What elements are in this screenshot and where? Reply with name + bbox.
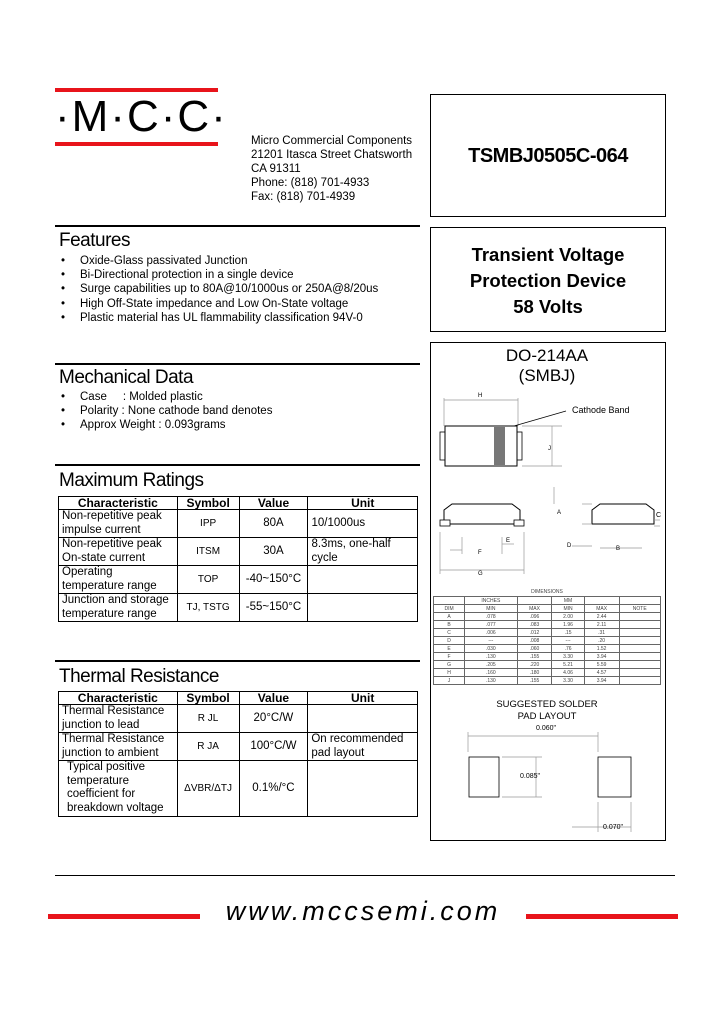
table-row	[434, 653, 661, 661]
mechanical-list	[59, 390, 272, 433]
cell-characteristic: Non-repetitive peak impulse current	[59, 510, 178, 538]
dim-cell: 5.59	[584, 661, 619, 669]
table-row	[59, 733, 418, 761]
dim-cell: .030	[465, 645, 517, 653]
company-city: CA 91311	[251, 163, 301, 175]
dim-head: INCHES	[465, 597, 517, 605]
list-item: • Bi-Directional protection in a single device	[59, 268, 378, 282]
cell-unit	[308, 566, 418, 594]
company-phone: Phone: (818) 701-4933	[251, 177, 370, 189]
cell-value: 20°C/W	[239, 705, 308, 733]
dim-cell: .012	[517, 629, 552, 637]
table-row	[434, 669, 661, 677]
dim-label-b: B	[616, 546, 621, 552]
logo-bottom-bar	[55, 142, 218, 146]
dim-head: DIM	[434, 605, 465, 613]
solder-dim-height: 0.085"	[520, 773, 541, 780]
part-number: TSMBJ0505C-064	[468, 145, 628, 167]
dim-cell: .155	[517, 653, 552, 661]
table-row	[434, 661, 661, 669]
dim-cell: 3.94	[584, 653, 619, 661]
cell-symbol: ITSM	[177, 538, 239, 566]
cell-unit	[308, 594, 418, 622]
footer-website-link[interactable]: www.mccsemi.com	[225, 896, 501, 926]
header-value: Value	[239, 497, 308, 510]
dim-cell: G	[434, 661, 465, 669]
solder-dim-pad: 0.070"	[603, 824, 624, 831]
dim-cell: .006	[465, 629, 517, 637]
table-row	[434, 645, 661, 653]
dim-cell: .15	[552, 629, 584, 637]
description-line-1: Transient Voltage	[471, 244, 625, 265]
list-item: • Approx Weight : 0.093grams	[59, 418, 272, 432]
list-item: • Case : Molded plastic	[59, 390, 272, 404]
cell-symbol: IPP	[177, 510, 239, 538]
package-name-line-2: (SMBJ)	[518, 366, 576, 385]
footer-right-bar	[526, 914, 678, 919]
part-number-box	[430, 94, 666, 217]
header-unit: Unit	[308, 692, 418, 705]
cell-symbol: R JL	[177, 705, 239, 733]
cell-value: 100°C/W	[239, 733, 308, 761]
dim-cell: B	[434, 621, 465, 629]
dim-cell: .008	[517, 637, 552, 645]
dim-label-c: C	[656, 512, 662, 519]
dim-cell	[619, 613, 661, 621]
solder-pad-title-line-1: SUGGESTED SOLDER	[496, 699, 598, 710]
cell-value: -55~150°C	[239, 594, 308, 622]
dim-cell: A	[434, 613, 465, 621]
cell-characteristic: Thermal Resistance junction to lead	[59, 705, 178, 733]
dim-head: NOTE	[619, 605, 661, 613]
cathode-band-label: Cathode Band	[572, 405, 630, 415]
cell-characteristic: Operating temperature range	[59, 566, 178, 594]
max-ratings-table	[58, 496, 418, 622]
solder-pad-title	[430, 699, 664, 723]
dimensions-title: DIMENSIONS	[531, 589, 563, 595]
dim-cell: F	[434, 653, 465, 661]
dim-cell	[619, 669, 661, 677]
table-row	[434, 621, 661, 629]
description-box	[430, 227, 666, 332]
dim-cell: 3.94	[584, 677, 619, 685]
dim-cell	[619, 661, 661, 669]
header-symbol: Symbol	[177, 692, 239, 705]
cell-characteristic: Junction and storage temperature range	[59, 594, 178, 622]
package-name-line-1: DO-214AA	[505, 346, 589, 365]
dim-head: MIN	[552, 605, 584, 613]
dim-head: MIN	[465, 605, 517, 613]
table-row	[434, 629, 661, 637]
max-ratings-title: Maximum Ratings	[59, 470, 204, 491]
cell-unit	[308, 761, 418, 817]
table-row	[59, 705, 418, 733]
dim-cell: 3.30	[552, 677, 584, 685]
dim-cell: .077	[465, 621, 517, 629]
table-header-row	[59, 497, 418, 510]
dim-head: MAX	[584, 605, 619, 613]
dim-head: MM	[552, 597, 584, 605]
max-ratings-divider	[55, 464, 420, 466]
cell-value: -40~150°C	[239, 566, 308, 594]
dim-head	[619, 597, 661, 605]
cell-value: 0.1%/°C	[239, 761, 308, 817]
table-row	[59, 538, 418, 566]
table-row	[434, 637, 661, 645]
cell-unit: 10/1000us	[308, 510, 418, 538]
company-logo: ·M·C·C·	[55, 92, 228, 141]
table-header-row	[434, 597, 661, 605]
features-divider	[55, 225, 420, 227]
dim-label-e: E	[506, 538, 511, 544]
list-item: • Surge capabilities up to 80A@10/1000us or 250A@8/20us	[59, 282, 378, 296]
cell-characteristic: Thermal Resistance junction to ambient	[59, 733, 178, 761]
dim-label-f: F	[478, 550, 482, 556]
dim-cell: .078	[465, 613, 517, 621]
dim-cell: .155	[517, 677, 552, 685]
table-header-row	[59, 692, 418, 705]
list-item: • Plastic material has UL flammability classification 94V-0	[59, 311, 378, 325]
dim-cell: 4.06	[552, 669, 584, 677]
dim-cell: 5.21	[552, 661, 584, 669]
list-item: • High Off-State impedance and Low On-State voltage	[59, 297, 378, 311]
dim-cell: 1.96	[552, 621, 584, 629]
package-side-view	[432, 482, 662, 582]
cell-unit: On recommended pad layout	[308, 733, 418, 761]
dim-cell	[619, 629, 661, 637]
thermal-title: Thermal Resistance	[59, 666, 219, 687]
dim-cell: H	[434, 669, 465, 677]
dim-cell: .083	[517, 621, 552, 629]
cell-symbol: TOP	[177, 566, 239, 594]
company-name: Micro Commercial Components	[251, 135, 413, 147]
dim-cell: J	[434, 677, 465, 685]
dim-cell: .220	[517, 661, 552, 669]
header-symbol: Symbol	[177, 497, 239, 510]
dim-cell: D	[434, 637, 465, 645]
dim-cell: .096	[517, 613, 552, 621]
cell-symbol: R JA	[177, 733, 239, 761]
dim-cell	[619, 677, 661, 685]
table-row	[59, 566, 418, 594]
dim-cell: .76	[552, 645, 584, 653]
dim-cell: .180	[517, 669, 552, 677]
cell-characteristic: Typical positive temperature coefficient for breakdown voltage	[59, 761, 178, 817]
dim-cell: 2.00	[552, 613, 584, 621]
dim-cell: .130	[465, 653, 517, 661]
cell-unit: 8.3ms, one-half cycle	[308, 538, 418, 566]
dim-head	[434, 597, 465, 605]
dim-label-a: A	[557, 510, 562, 516]
cell-value: 30A	[239, 538, 308, 566]
table-row	[59, 761, 418, 817]
table-row	[434, 677, 661, 685]
dim-cell	[619, 637, 661, 645]
company-fax: Fax: (818) 701-4939	[251, 191, 356, 203]
footer-left-bar	[48, 914, 200, 919]
cell-value: 80A	[239, 510, 308, 538]
dim-cell	[619, 653, 661, 661]
dim-cell: .130	[465, 677, 517, 685]
dim-cell: .205	[465, 661, 517, 669]
dim-cell: 1.52	[584, 645, 619, 653]
list-item: • Polarity : None cathode band denotes	[59, 404, 272, 418]
table-header-row	[434, 605, 661, 613]
table-row	[59, 594, 418, 622]
dim-cell	[619, 645, 661, 653]
footer-divider	[55, 875, 675, 876]
cell-symbol: ΔVBR/ΔTJ	[177, 761, 239, 817]
header-value: Value	[239, 692, 308, 705]
dim-cell: .20	[584, 637, 619, 645]
company-address	[251, 134, 412, 204]
header-unit: Unit	[308, 497, 418, 510]
dim-cell: 3.30	[552, 653, 584, 661]
dim-cell: 2.44	[584, 613, 619, 621]
dim-cell: .160	[465, 669, 517, 677]
features-title: Features	[59, 230, 130, 251]
solder-pad-layout	[432, 722, 662, 837]
description-line-3: 58 Volts	[513, 296, 583, 317]
dim-cell: .060	[517, 645, 552, 653]
dim-cell	[619, 621, 661, 629]
table-row	[434, 613, 661, 621]
dim-head	[517, 597, 552, 605]
dim-label-d: D	[567, 543, 572, 549]
solder-pad-title-line-2: PAD LAYOUT	[517, 711, 577, 722]
dim-cell: C	[434, 629, 465, 637]
cell-characteristic: Non-repetitive peak On-state current	[59, 538, 178, 566]
package-name	[430, 346, 664, 386]
dim-head: MAX	[517, 605, 552, 613]
thermal-table	[58, 691, 418, 817]
dim-cell: 2.11	[584, 621, 619, 629]
list-item: • Oxide-Glass passivated Junction	[59, 254, 378, 268]
mechanical-title: Mechanical Data	[59, 367, 194, 388]
company-street: 21201 Itasca Street Chatsworth	[251, 149, 413, 161]
dim-cell: ---	[552, 637, 584, 645]
dim-label-j: J	[548, 446, 551, 452]
dim-cell: .31	[584, 629, 619, 637]
mechanical-divider	[55, 363, 420, 365]
cell-symbol: TJ, TSTG	[177, 594, 239, 622]
dimensions-table	[433, 596, 661, 685]
dim-cell: 4.57	[584, 669, 619, 677]
header-characteristic: Characteristic	[59, 497, 178, 510]
dim-label-g: G	[478, 571, 483, 577]
solder-dim-width: 0.060"	[536, 725, 557, 732]
dim-cell: ---	[465, 637, 517, 645]
cell-unit	[308, 705, 418, 733]
dim-head	[584, 597, 619, 605]
table-row	[59, 510, 418, 538]
dim-label-h: H	[478, 393, 483, 399]
thermal-divider	[55, 660, 420, 662]
description-line-2: Protection Device	[469, 270, 627, 291]
dim-cell: E	[434, 645, 465, 653]
features-list	[59, 254, 378, 325]
header-characteristic: Characteristic	[59, 692, 178, 705]
